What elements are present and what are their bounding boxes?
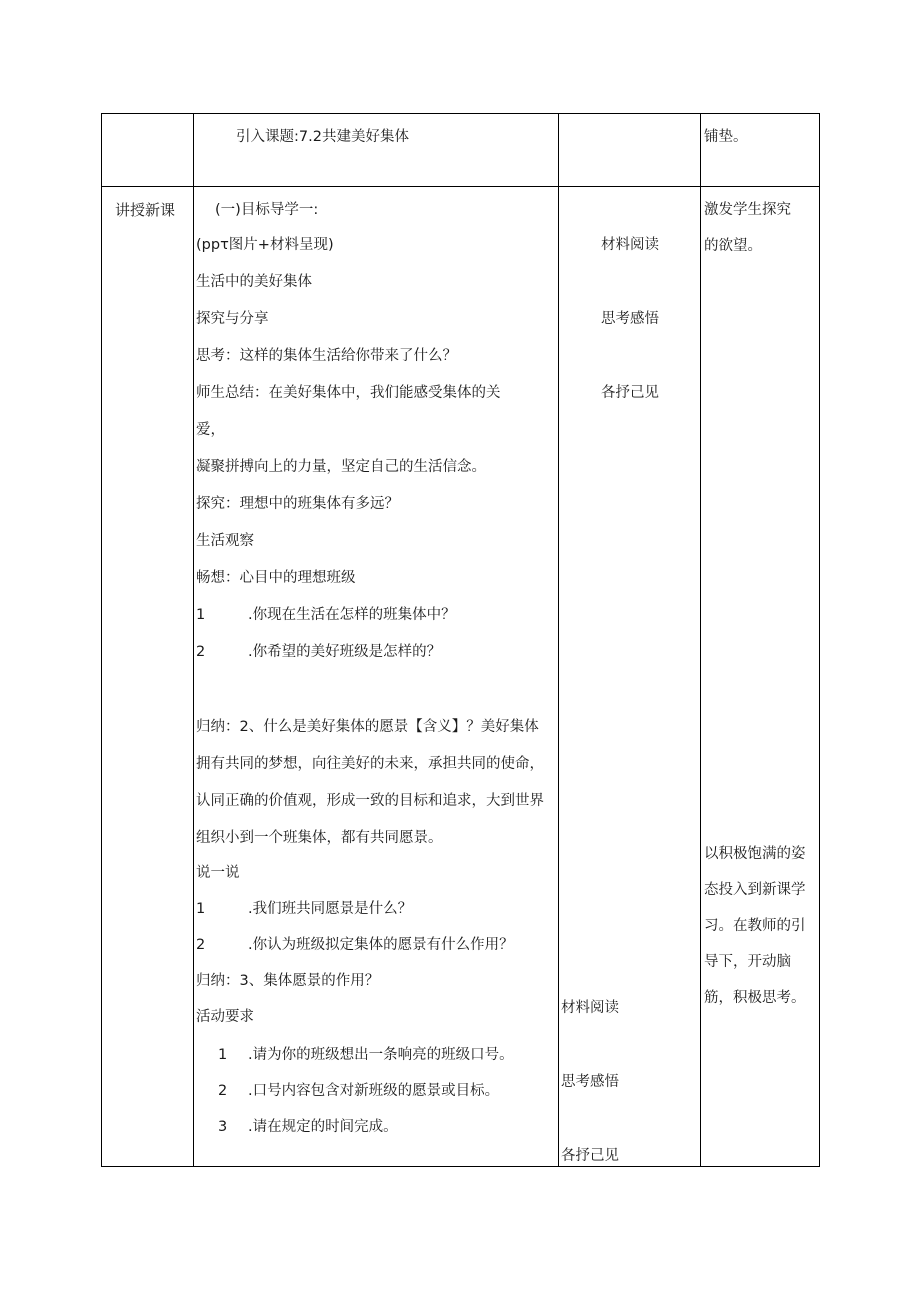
activity-heading: 活动要求 xyxy=(196,1009,254,1025)
summary-line: 拥有共同的梦想，向往美好的未来，承担共同的使命， xyxy=(196,756,544,772)
prompt-text: .我们班共同愿景是什么？ xyxy=(248,901,413,917)
summary-line: 组织小到一个班集体，都有共同愿景。 xyxy=(196,830,443,846)
student-activity: 思考感悟 xyxy=(601,311,659,327)
design-intent: 激发学生探究 xyxy=(704,202,791,218)
question-number: 2 xyxy=(196,644,206,660)
requirement-text: .口号内容包含对新班级的愿景或目标。 xyxy=(248,1083,500,1099)
say-heading: 说一说 xyxy=(196,865,240,881)
content-line: 师生总结：在美好集体中，我们能感受集体的关 xyxy=(196,385,501,401)
summary-line: 归纳：3、集体愿景的作用？ xyxy=(196,973,380,989)
section-label: 讲授新课 xyxy=(115,201,176,219)
intro-topic: 引入课题:7.2共建美好集体 xyxy=(236,129,409,145)
table-col-divider-2 xyxy=(558,113,559,1167)
student-activity: 材料阅读 xyxy=(561,1000,619,1016)
table-border-left xyxy=(101,113,102,1167)
requirement-text: .请在规定的时间完成。 xyxy=(248,1119,398,1135)
student-activity: 各抒己见 xyxy=(561,1148,619,1164)
prompt-text: .你认为班级拟定集体的愿景有什么作用？ xyxy=(248,937,514,953)
summary-line: 认同正确的价值观，形成一致的目标和追求，大到世界 xyxy=(196,793,544,809)
student-activity: 各抒己见 xyxy=(601,385,659,401)
table-col-divider-3 xyxy=(700,113,701,1167)
content-line: 思考：这样的集体生活给你带来了什么？ xyxy=(196,348,457,364)
goal-heading: (一)目标导学一: xyxy=(215,202,319,218)
question-number: 1 xyxy=(196,607,206,623)
summary-line: 归纳：2、什么是美好集体的愿景【含义】？美好集体 xyxy=(196,719,539,735)
requirement-number: 2 xyxy=(218,1083,228,1099)
prompt-number: 1 xyxy=(196,901,206,917)
requirement-number: 3 xyxy=(218,1119,228,1135)
design-intent: 筋，积极思考。 xyxy=(704,990,806,1006)
table-row-divider xyxy=(101,186,820,187)
table-border-right xyxy=(819,113,820,1167)
design-intent: 习。在教师的引 xyxy=(704,918,806,934)
ppt-note: (ppτ图片+材料呈现) xyxy=(196,237,334,253)
content-line: 生活观察 xyxy=(196,533,254,549)
student-activity: 材料阅读 xyxy=(601,237,659,253)
design-intent: 导下，开动脑 xyxy=(704,954,791,970)
content-line: 探究与分享 xyxy=(196,311,269,327)
question-text: .你希望的美好班级是怎样的？ xyxy=(248,644,442,660)
prompt-number: 2 xyxy=(196,937,206,953)
row1-note: 铺垫。 xyxy=(704,129,748,145)
content-line: 凝聚拼搏向上的力量，坚定自己的生活信念。 xyxy=(196,459,486,475)
content-line: 生活中的美好集体 xyxy=(196,274,312,290)
student-activity: 思考感悟 xyxy=(561,1074,619,1090)
table-border-top xyxy=(101,113,820,114)
question-text: .你现在生活在怎样的班集体中？ xyxy=(248,607,456,623)
content-line: 探究：理想中的班集体有多远？ xyxy=(196,496,399,512)
design-intent: 的欲望。 xyxy=(704,238,762,254)
table-border-bottom xyxy=(101,1166,820,1167)
table-col-divider-1 xyxy=(193,113,194,1167)
content-line: 爱， xyxy=(196,422,225,438)
requirement-text: .请为你的班级想出一条响亮的班级口号。 xyxy=(248,1047,514,1063)
requirement-number: 1 xyxy=(218,1047,228,1063)
design-intent: 态投入到新课学 xyxy=(704,882,806,898)
design-intent: 以积极饱满的姿 xyxy=(704,846,806,862)
content-line: 畅想：心目中的理想班级 xyxy=(196,570,356,586)
